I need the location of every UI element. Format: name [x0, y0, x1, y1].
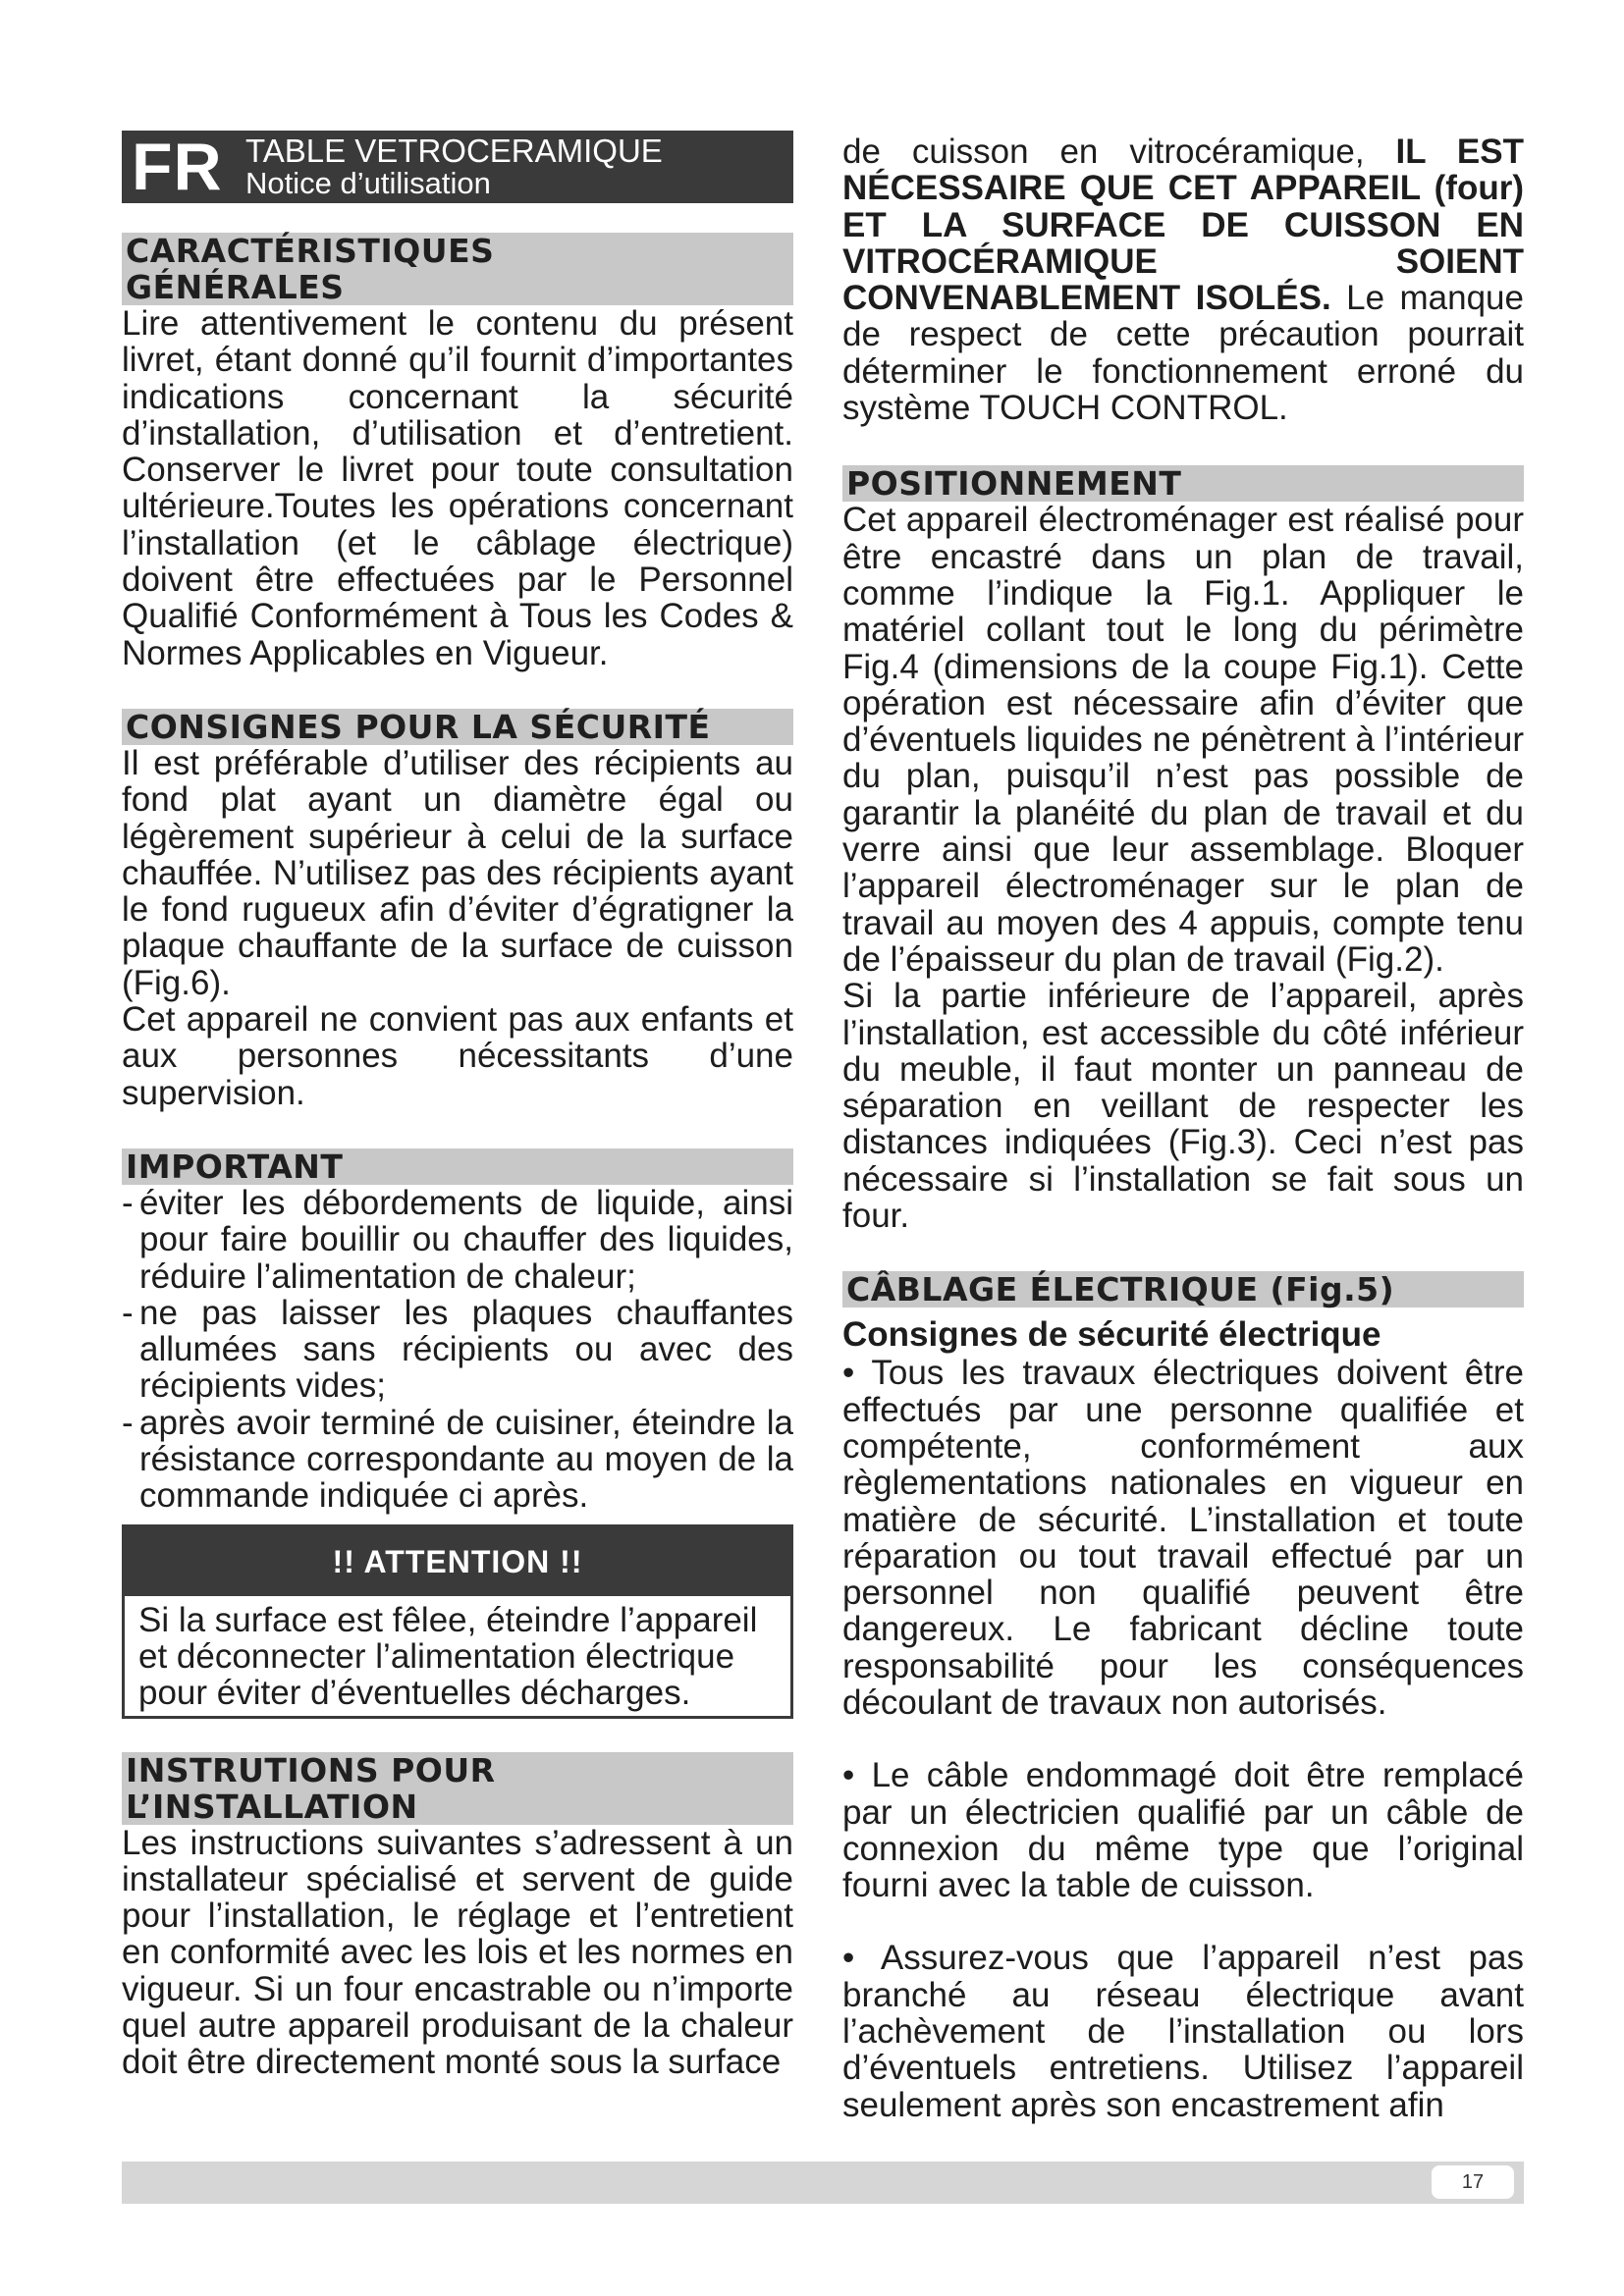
- consignes-text-2: Cet appareil ne convient pas aux enfants et aux personnes nécessitants d’une supervision.: [122, 1000, 793, 1112]
- cablage-paragraph-2: • Le câble endommagé doit être remplacé par un électricien qualifié par un câble de connexion du même type que l’original fourni avec la table de cuisson.: [842, 1756, 1524, 1905]
- important-item: [122, 1185, 793, 1295]
- positionnement-text-2: Si la partie inférieure de l’appareil, après l’installation, est accessible du côté inférieur du meuble, il faut monter un panneau de séparation en veillant de respecter les distances indiquées (Fig.3). Ceci n’est pas nécessaire si l’installation se fait sous un four.: [842, 977, 1524, 1236]
- left-column: [122, 131, 793, 2081]
- document-title: TABLE VETROCERAMIQUE: [245, 133, 663, 169]
- continuation-text: [842, 133, 1524, 426]
- attention-label: !! ATTENTION !!: [125, 1527, 790, 1596]
- section-heading-important: IMPORTANT: [122, 1148, 793, 1185]
- cablage-subtitle: Consignes de sécurité électrique: [842, 1315, 1381, 1355]
- list-dash: -: [122, 1403, 134, 1442]
- important-item: [122, 1405, 793, 1515]
- caracteristiques-text: Lire attentivement le contenu du présent livret, étant donné qu’il fournit d’importantes indications concernant la sécurité d’installation, d’utilisation et d’entretient. Conserver le livret pour toute consultation ultérieure.Toutes les opérations concernant l’installation (et le câblage électrique) doivent être effectuées par le Personnel Qualifié Conformément à Tous les Codes & Normes Applicables en Vigueur.: [122, 304, 793, 672]
- important-item-text: éviter les débordements de liquide, ainsi pour faire bouillir ou chauffer des liquides, réduire l’alimentation de chaleur;: [139, 1183, 793, 1296]
- heading-line: CARACTÉRISTIQUES: [126, 232, 495, 270]
- list-dash: -: [122, 1183, 134, 1222]
- heading-line: GÉNÉRALES: [126, 268, 345, 306]
- important-item-text: après avoir terminé de cuisiner, éteindre la résistance correspondante au moyen de la commande indiquée ci après.: [139, 1403, 793, 1516]
- section-heading-positionnement: POSITIONNEMENT: [842, 465, 1524, 502]
- cablage-paragraph-3: • Assurez-vous que l’appareil n’est pas branché au réseau électrique avant l’achèvement de l’installation ou lors d’éventuels entretiens. Utilisez l’appareil seulement après son encastrement afin: [842, 1939, 1524, 2124]
- section-heading-consignes: CONSIGNES POUR LA SÉCURITÉ: [122, 709, 793, 745]
- section-heading-instructions: [122, 1752, 793, 1825]
- attention-text: Si la surface est fêlee, éteindre l’appareil et déconnecter l’alimentation électrique pour éviter d’éventuelles décharges.: [138, 1600, 758, 1713]
- footer-bar: [122, 2162, 1524, 2204]
- document-subtitle: Notice d’utilisation: [245, 166, 491, 200]
- continuation-part: de cuisson en vitrocéramique,: [842, 133, 1396, 171]
- consignes-text-1: Il est préférable d’utiliser des récipients au fond plat ayant un diamètre égal ou légèrement supérieur à celui de la surface chauffée. N’utilisez pas des récipients ayant le fond rugueux afin d’éviter d’égratigner la plaque chauffante de la surface de cuisson (Fig.6).: [122, 743, 793, 1002]
- document-header: [122, 131, 793, 203]
- continuation-part: Le manque de respect de cette précaution pourrait déterminer le fonctionnement erroné du système TOUCH CONTROL.: [842, 279, 1524, 428]
- list-dash: -: [122, 1293, 134, 1332]
- page-number: 17: [1432, 2165, 1514, 2199]
- positionnement-text-1: Cet appareil électroménager est réalisé pour être encastré dans un plan de travail, comme l’indique la Fig.1. Appliquer le matériel collant tout le long du périmètre Fig.4 (dimensions de la coupe Fig.1). Cette opération est nécessaire afin d’éviter que d’éventuels liquides ne pénètrent à l’intérieur du plan, puisqu’il n’est pas possible de garantir la planéité du plan de travail et du verre ainsi que leur assemblage. Bloquer l’appareil électroménager sur le plan de travail au moyen des 4 appuis, compte tenu de l’épaisseur du plan de travail (Fig.2).: [842, 501, 1524, 979]
- language-code: FR: [132, 130, 223, 204]
- heading-line: INSTRUTIONS POUR: [126, 1750, 496, 1789]
- heading-line: L’INSTALLATION: [126, 1787, 418, 1826]
- continuation-bold: IL EST NÉCESSAIRE QUE CET APPAREIL (four) ET LA SURFACE DE CUISSON EN VITROCÉRAMIQUE SOIENT CONVENABLEMENT ISOLÉS.: [842, 133, 1525, 318]
- cablage-paragraph-1: • Tous les travaux électriques doivent être effectués par une personne qualifiée et compétente, conformément aux règlementations nationales en vigueur en matière de sécurité. L’installation et toute réparation ou tout travail effectué par un personnel non qualifié peuvent être dangereux. Le fabricant décline toute responsabilité pour les conséquences découlant de travaux non autorisés.: [842, 1354, 1524, 1722]
- important-item-text: ne pas laisser les plaques chauffantes allumées sans récipients ou avec des récipients vides;: [139, 1293, 793, 1406]
- attention-box: [122, 1524, 793, 1719]
- section-heading-caracteristiques: [122, 233, 793, 305]
- important-item: [122, 1295, 793, 1405]
- section-heading-cablage: CÂBLAGE ÉLECTRIQUE (Fig.5): [842, 1271, 1524, 1308]
- instructions-text: Les instructions suivantes s’adressent à un installateur spécialisé et servent de guide pour l’installation, le réglage et l’entretient en conformité avec les lois et les normes en vigueur. Si un four encastrable ou n’importe quel autre appareil produisant de la chaleur doit être directement monté sous la surface: [122, 1823, 793, 2082]
- right-column: [842, 133, 1524, 2123]
